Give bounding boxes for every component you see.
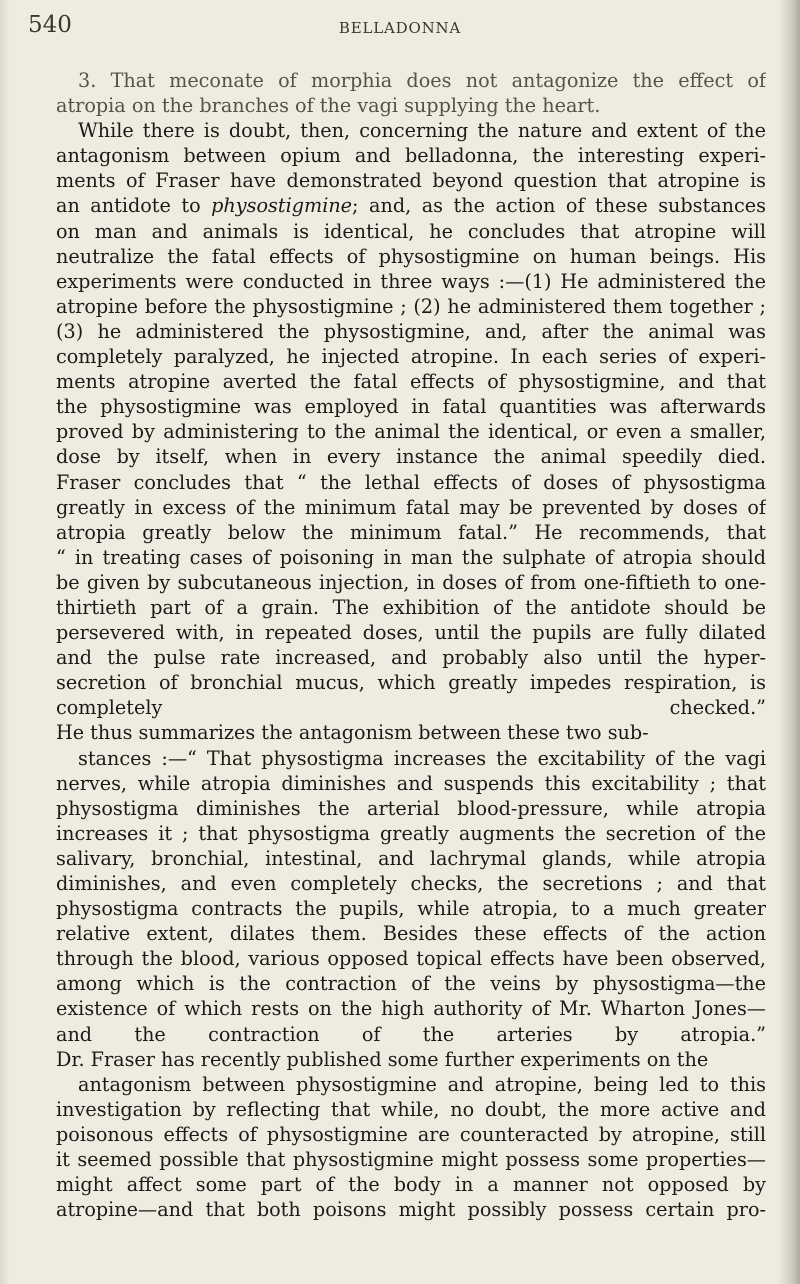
text-line: antagonism between physostigmine and atropine, being led to this [78, 1072, 766, 1096]
gutter-shadow [0, 0, 10, 1284]
text-line: ments atropine averted the fatal effects of physostigmine, and that [56, 370, 766, 394]
text-line: increases it ; that physostigma greatly augments the secretion of the [56, 821, 766, 845]
text-line: proved by administering to the animal the identical, or even a smaller, [56, 420, 766, 444]
text-line: completely paralyzed, he injected atropine. In each series of experi- [56, 345, 766, 369]
text-line: atropine—and that both poisons might possibly possess certain pro- [56, 1198, 766, 1222]
italic-term: physostigmine [211, 194, 353, 218]
text-line: Dr. Fraser has recently published some further experiments on the [56, 1047, 709, 1071]
text-line: atropia greatly below the minimum fatal.” He recommends, that [56, 520, 766, 544]
text-line: atropine before the physostigmine ; (2) he administered them together ; [56, 294, 766, 318]
text-line: experiments were conducted in three ways :—(1) He administered the [56, 269, 766, 293]
text-line: atropia on the branches of the vagi supplying the heart. [56, 94, 601, 118]
text-line: Fraser concludes that “ the lethal effects of doses of physostigma [56, 470, 766, 494]
running-title: BELLADONNA [338, 19, 462, 37]
text-line: and the contraction of the arteries by atropia.” [56, 1022, 766, 1046]
text-line: among which is the contraction of the veins by physostigma—the [56, 972, 766, 996]
text-line: (3) he administered the physostigmine, and, after the animal was [56, 319, 766, 343]
text-line: 3. That meconate of morphia does not antagonize the effect of [78, 69, 766, 92]
text-line: salivary, bronchial, intestinal, and lachrymal glands, while atropia [56, 846, 766, 870]
text-line-with-italic [56, 193, 766, 218]
text-line: neutralize the fatal effects of physostigmine on human beings. His [56, 244, 766, 268]
text-line: completely checked.” [56, 696, 766, 720]
text-line: thirtieth part of a grain. The exhibition of the antidote should be [56, 595, 766, 619]
text-line: existence of which rests on the high authority of Mr. Wharton Jones— [56, 997, 766, 1021]
text-line: nerves, while atropia diminishes and suspends this excitability ; that [56, 771, 766, 795]
text-line: persevered with, in repeated doses, until the pupils are fully dilated [56, 621, 766, 645]
text-line: ments of Fraser have demonstrated beyond question that atropine is [56, 169, 766, 193]
text-line: and the pulse rate increased, and probably also until the hyper- [56, 646, 766, 670]
text-line: antagonism between opium and belladonna, the interesting experi- [56, 144, 766, 168]
page-edge-shadow [778, 0, 800, 1284]
text-line: on man and animals is identical, he concludes that atropine will [56, 219, 766, 243]
page-number: 540 [28, 12, 72, 38]
text-line: secretion of bronchial mucus, which greatly impedes respiration, is [56, 671, 766, 695]
text-line: through the blood, various opposed topical effects have been observed, [56, 947, 766, 971]
text-line: greatly in excess of the minimum fatal may be prevented by doses of [56, 495, 766, 519]
text-line: relative extent, dilates them. Besides these effects of the action [56, 922, 766, 946]
text-segment: ; and, as the action of these substances [352, 194, 766, 218]
text-line [56, 1222, 766, 1247]
text-line: While there is doubt, then, concerning the nature and extent of the [78, 119, 766, 143]
text-line: might affect some part of the body in a manner not opposed by [56, 1173, 766, 1197]
text-line: it seemed possible that physostigmine might possess some properties— [56, 1148, 766, 1172]
text-segment: an antidote to [56, 194, 201, 218]
text-line: poisonous effects of physostigmine are counteracted by atropine, still [56, 1122, 766, 1146]
text-line: be given by subcutaneous injection, in doses of from one-fiftieth to one- [56, 570, 766, 594]
text-line: diminishes, and even completely checks, the secretions ; and that [56, 872, 766, 895]
body-text [56, 68, 766, 1247]
text-line: dose by itself, when in every instance the animal speedily died. [56, 445, 766, 469]
text-line: He thus summarizes the antagonism between these two sub- [56, 721, 649, 745]
text-line: the physostigmine was employed in fatal quantities was afterwards [56, 395, 766, 419]
text-line: investigation by reflecting that while, no doubt, the more active and [56, 1097, 766, 1121]
text-line: physostigma diminishes the arterial blood-pressure, while atropia [56, 796, 766, 820]
text-line: “ in treating cases of poisoning in man the sulphate of atropia should [56, 545, 766, 569]
text-line: physostigma contracts the pupils, while atropia, to a much greater [56, 897, 766, 921]
text-line: stances :—“ That physostigma increases the excitability of the vagi [78, 746, 766, 770]
